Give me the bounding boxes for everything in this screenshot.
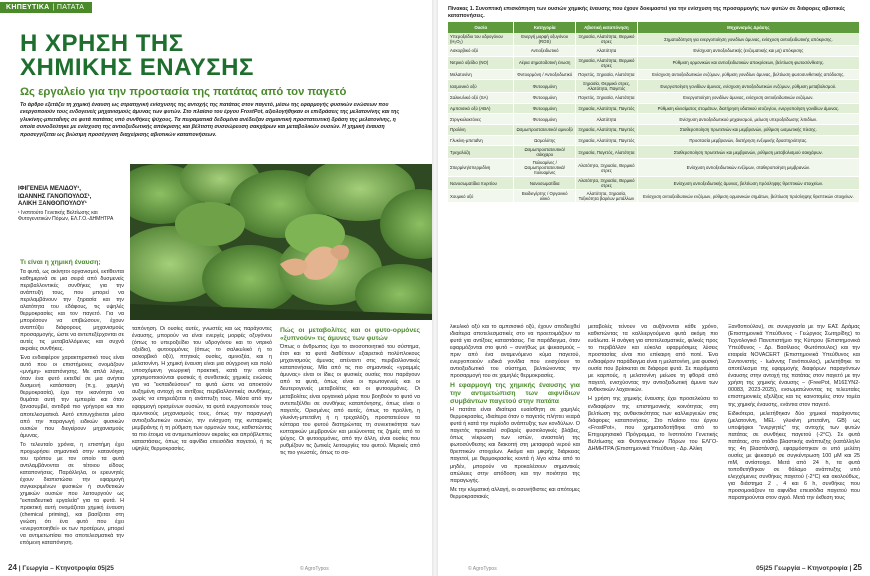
- stress-cell: Ξηρασία, Αλατότητα, Παγετός: [576, 103, 638, 114]
- section-heading: Η εφαρμογή της χημικής έναυσης για την αντιμετώπιση των αιφνίδιων συμβάντων παγετού στην πατάτα: [450, 382, 580, 405]
- stress-cell: Ξηρασία, Παγετός, Αλατότητα: [576, 146, 638, 159]
- category-cell: Νανοσωματίδια: [514, 177, 576, 190]
- table-row: [448, 177, 860, 190]
- table-row: [448, 190, 860, 203]
- body-paragraph: Με την κλιματική αλλαγή, οι ασυνήθιστες και απότομες θερμοκρασιακές: [450, 486, 580, 500]
- author-name: ΙΩΑΝΝΗΣ ΓΑΝΟΠΟΥΛΟΣ¹,: [18, 193, 92, 200]
- mechanism-cell: Ενίσχυση αντιοξειδωτικών ενζύμων, ρύθμιση γονιδίων άμυνας, βελτίωση φωτοσυνθετικής απόδοσης.: [637, 69, 859, 80]
- mechanism-cell: Ενίσχυση αντιοξειδωτικού μηχανισμού, μείωση υπεροξείδωσης λιπιδίων.: [637, 114, 859, 125]
- table-header: Μηχανισμός Δράσης: [637, 22, 859, 33]
- category-cell: Ωσμωπροστατευτικό/ αμινοξύ: [514, 124, 576, 135]
- right-footer: [756, 563, 862, 572]
- category-cell: Φυτοορμόνη / Αντιοξειδωτικό: [514, 69, 576, 80]
- right-page: [438, 0, 870, 576]
- body-column-6: [728, 324, 860, 504]
- footer-logo: © AgroTypos: [468, 566, 497, 572]
- stress-cell: Ξηρασία, Θερμικό στρες, Αλατότητα, Παγετός: [576, 80, 638, 93]
- mechanism-cell: Ενίσχυση αντιοξειδωτικής άμυνας, βελτίωση πρόσληψης θρεπτικών στοιχείων.: [637, 177, 859, 190]
- body-paragraph: Ειδικότερα, μελετήθηκαν δύο χημικοί παράγοντες (μελατονίνη, MEL· γλυκίνη μπεταΐνη, GB) ως υποψήφιοι "ενεργητές" της αντοχής των φυτών πατάτας σε συνθήκες παγετού (-2°C). Σε φυτά πατάτας, στο στάδιο βλαστικής ανάπτυξης (κατάλληλο της 4η βλαστάνση), εφαρμόστηκαν οι υπό μελέτη ουσίες με ψεκασμό σε συγκέντρωση 100 μM και 25 mM, αντίστοιχα. Μετά από 24 h, τα φυτά τοποθετήθηκαν σε θάλαμο ανάπτυξης υπό ελεγχόμενες συνθήκες παγετού (-2°C) και ακολούθως, για διάστημα 2 , 4 και 6 h, συνθήκες που προσομοιάζουν τα αιφνίδια επεισόδια παγετού που παρατηρούνται στον αγρό. Μετά την έκθεση τους: [728, 410, 860, 502]
- substance-cell: Στριγκολακτόνες: [448, 114, 514, 125]
- footer-text: | Γεωργία – Κτηνοτροφία 05|25: [18, 565, 114, 572]
- mechanism-cell: Ενίσχυση αντιοξειδωτικών ενζύμων, ρύθμιση ορμονικών σημάτων, βελτίωση πρόσληψης θρεπτικών στοιχείων.: [637, 190, 859, 203]
- substance-cell: Ιασμονικό οξύ: [448, 80, 514, 93]
- page-number: 25: [853, 563, 862, 572]
- category-cell: Αντιοξειδωτικό: [514, 46, 576, 57]
- stress-cell: Αλατότητα, Ξηρασία, Τοξικότητα βαρέων μετάλλων: [576, 190, 638, 203]
- left-footer: [8, 563, 114, 572]
- section-heading: Τι είναι η χημική έναυση;: [20, 259, 101, 266]
- stress-cell: Ξηρασία, Αλατότητα, Θερμικό στρες: [576, 33, 638, 46]
- category-cell: Ενεργή μορφή οξυγόνου (ROS): [514, 33, 576, 46]
- stress-cell: Αλατότητα: [576, 114, 638, 125]
- footer-logo: © AgroTypos: [300, 566, 329, 572]
- substance-cell: Αμπσισικό οξύ (ABA): [448, 103, 514, 114]
- substance-cell: Τρεχαλόζη: [448, 146, 514, 159]
- body-paragraph: Όπως ο άνθρωπος έχει το ανοσοποιητικό του σύστημα, έτσι και τα φυτά διαθέτουν εξαιρετικά πολύπλοκους μηχανισμούς άμυνας απέναντι στις περιβαλλοντικές καταπονήσεις. Μία από τις πιο σημαντικές «γραμμές άμυνας» είναι οι ίδιες οι φυσικές ουσίες που παράγουν από τα φυτά, όπως είναι οι πρωτογενείς και οι δευτερογενείς μεταβολίτες και οι φυτοορμόνες. Οι μεταβολίτες είναι οργανικά μόρια που βοηθούν το φυτό να αντεπεξέλθει σε συνθήκες καταπόνησης, όπως είναι ο παγετός. Ορισμένες από αυτές, όπως το προλίνη, η γλυκίνη-μπεταΐνη ή η τρεχαλόζη, προστατεύουν τα κύτταρα του φυτού διατηρώντας τη συνεκτικότητα των κυτταρικών μεμβρανών και μειώνοντας τις ζημιές από το ψύχος. Οι φυτοορμόνες, από την άλλη, είναι ουσίες που ρυθμίζουν τις ζωτικές λειτουργίες του φυτού. Μερικές από τις πιο γνωστές, όπως το σα-: [280, 344, 420, 456]
- section-tag-label: ΚΗΠΕΥΤΙΚΑ: [6, 4, 50, 11]
- category-cell: Πολυαμίνες / Ωσμωπροστατευτικά/πολυαμίνες: [514, 159, 576, 177]
- section-tag: [0, 2, 92, 13]
- author-affiliation: ¹ Ινστιτούτο Γενετικής Βελτίωσης και Φυτογενετικών Πόρων, ΕΛ.Γ.Ο.-ΔΗΜΗΤΡΑ: [18, 209, 114, 222]
- table-row: [448, 159, 860, 177]
- title-line-1: Η ΧΡΗΣΗ ΤΗΣ: [20, 30, 184, 57]
- category-cell: Φυτοορμόνη: [514, 93, 576, 104]
- body-column-5: [588, 324, 718, 455]
- table-row: [448, 80, 860, 93]
- table-row: [448, 114, 860, 125]
- table-row: [448, 46, 860, 57]
- mechanism-cell: Σηματοδότηση για ενεργοποίηση γονιδίων άμυνας, ενίσχυση αντιοξειδωτικής απόκρισης.: [637, 33, 859, 46]
- page-number: 24: [8, 563, 17, 572]
- authors-block: [18, 186, 122, 222]
- body-paragraph: Ξανθοπούλου), σε συνεργασία με την ΕΑΣ Δράμας (Επιστημονικά Υπεύθυνος - Γεώργιος Σωτηρίδης) το Τεχνολογικό Πανεπιστήμιο της Κύπρου (Επιστημονικά Υπεύθυνος - Δρ. Βασίλειος Φωτόπουλος) και την εταιρεία NOVACERT (Επιστημονικά Υπεύθυνος και Συντονιστής - Ιωάννης Γανόπουλος), μελετήθηκε το αποτέλεσμα της εφαρμογής διαφόρων παραγόντων έναυσης στην αντοχή της πατάτας στον παγετό με την χρήση της χημικής έναυσης – (FreePot, M16ΣΥΝ2-00083, 2023-2025), ενσωματώνοντας τις τελευταίες επιστημονικές εξελίξεις και τις καινοτομίες στον τομέα της χημικής έναυσης, ενάντια στον παγετό.: [728, 324, 860, 408]
- potato-leaves-illustration: [130, 164, 432, 320]
- body-paragraph: Η πατάτα είναι ιδιαίτερα ευαίσθητη σε χαμηλές θερμοκρασίες, ιδιαίτερα όταν ο παγετός πλήττει νεαρά φυτά ή κατά την περίοδο ανάπτυξης των κονδύλων. Ο παγετός προκαλεί σοβαρές φυσιολογικές βλάβες, όπως νέκρωση των ιστών, αναστολή της φωτοσύνθεσης και διακοπή στη μεταφορά νερού και θρεπτικών στοιχείων. Ακόμα και μικρής διάρκειας παγετοί, με θερμοκρασίες κοντά ή λίγο κάτω από το μηδέν, μπορούν να προκαλέσουν σημαντικές απώλειες στην απόδοση και την ποιότητα της παραγωγής.: [450, 407, 580, 484]
- table-header: Αβιοτική καταπόνηση: [576, 22, 638, 33]
- category-cell: Φυτοορμόνη: [514, 80, 576, 93]
- substance-cell: Σαλικυλικό οξύ (SA): [448, 93, 514, 104]
- mechanism-cell: Ενεργοποίηση γονιδίων άμυνας, ενίσχυση αντιοξειδωτικών ενζύμων.: [637, 93, 859, 104]
- priming-substances-table: [448, 22, 860, 203]
- title-line-2: ΧΗΜΙΚΗΣ ΕΝΑΥΣΗΣ: [20, 54, 254, 81]
- table-header: Κατηγορία: [514, 22, 576, 33]
- article-subtitle: Ως εργαλείο για την προστασία της πατάτας από τον παγετό: [20, 86, 347, 98]
- body-column-4: [450, 324, 580, 503]
- author-name: ΑΛΙΚΗ ΞΑΝΘΟΠΟΥΛΟΥ¹: [18, 201, 87, 207]
- substance-cell: Υπεροξείδιο του υδρογόνου (H₂O₂): [448, 33, 514, 46]
- body-column-2: [132, 326, 272, 455]
- body-paragraph: Ένα ενδιαφέρον χαρακτηριστικό τους είναι αυτό που οι επιστήμονες ονομάζουν «μνήμη» καταπόνησης. Με απλά λόγια, όταν ένα φυτό εκτεθεί σε μια ανήπια δυσμενή κατάσταση (π.χ. χαμηλή θερμοκρασία), έχει την ικανότητα να θυμάται αυτή την εμπειρία και όταν ξανασυμβεί, αντιδρά πιο γρήγορα και πιο αποτελεσματικά. Αυτό επιτυγχάνεται μέσα από την παραγωγή ειδικών φυσικών ουσιών που διεγείρουν μηχανισμούς άμυνας.: [20, 355, 124, 439]
- category-cell: Φυτοορμόνη: [514, 103, 576, 114]
- section-heading: Πώς οι μεταβολίτες και οι φυτο-ορμόνες «ξυπνούν» τις άμυνες των φυτών: [280, 327, 420, 342]
- substance-cell: Νανοσωματίδια πυριτίου: [448, 177, 514, 190]
- table-row: [448, 103, 860, 114]
- substance-cell: Γλυκίνη-μπεταΐνη: [448, 135, 514, 146]
- substance-cell: Χουμικό οξύ: [448, 190, 514, 203]
- stress-cell: Αλατότητα, Ξηρασία, Θερμικό στρες: [576, 159, 638, 177]
- mechanism-cell: Ενίσχυση αντιοξειδωτικής (ενζυματικής και μη) απόκρισης: [637, 46, 859, 57]
- article-lead: Το άρθρο εξετάζει τη χημική έναυση ως στρατηγική ενίσχυσης της αντοχής της πατάτας στον παγετό, μέσω της εφαρμογής φυσικών ενώσεων που ενεργοποιούν τους ενδογενείς μηχανισμούς άμυνας των φυτών. Στο πλαίσιο του έργου FrostPot, αξιολογήθηκαν οι επιδράσεις της μελατονίνης και της γλυκίνης-μπεταΐνης σε φυτά πατάτας υπό συνθήκες ψύχους. Τα πειραματικά δεδομένα ανέδειξαν σημαντική προστατευτική δράση της μελατονίνης, η οποία συνοδεύτηκε με ενίσχυση της αντιοξειδωτικής απόκρισης και βέλτιστη συσσώρευση σακχάρων και μεταβολικών ουσιών. Η χημική έναυση προσεγγίζεται ως βιώσιμη προσέγγιση διαχείρισης αβιοτικών καταπονήσεων.: [20, 102, 400, 138]
- table-header: Ουσία: [448, 22, 514, 33]
- stress-cell: Παγετός, Ξηρασία, Αλατότητα: [576, 69, 638, 80]
- potato-leaves-photo: [130, 164, 432, 320]
- mechanism-cell: Σταθεροποίηση πρωτεϊνών και μεμβρανών, ρύθμιση ωσμωτικής πίεσης.: [637, 124, 859, 135]
- table-row: [448, 135, 860, 146]
- mechanism-cell: Ενίσχυση αντιοξειδωτικών ενζύμων, σταθεροποίηση μεμβρανών.: [637, 159, 859, 177]
- body-paragraph: μεταβολές τείνουν να αυξάνονται κάθε χρόνο, καθιστώντας τα καλλιεργούμενα φυτά ακόμη πιο ευάλωτα. Η ανάγκη για αποτελεσματικές, φιλικές προς το περιβάλλον και εύκολα εφαρμόσιμες λύσεις προστασίας είναι πιο επίκαιρη από ποτέ. Ένα ενδιαφέρον παράδειγμα είναι η μελατονίνη, μια φυσική ουσία που βρίσκεται σε διάφορα φυτά. Σε πειράματα με καρπούς, η μελατονίνη μείωσε τη φθορά από παγετό, ενισχύοντας την αντιοξειδωτική άμυνα των ανθεκτικών λαχανικών.: [588, 324, 718, 394]
- stress-cell: Ξηρασία, Αλατότητα, Παγετός: [576, 124, 638, 135]
- category-cell: Ωσμωπροστατευτικό/σάκχαρο: [514, 146, 576, 159]
- mechanism-cell: Προστασία μεμβρανών, διατήρηση ενζυμικής δραστηριότητας.: [637, 135, 859, 146]
- body-paragraph: Τα φυτά, ως ακίνητοι οργανισμοί, εκτίθενται καθημερινά σε μια σειρά από δυσμενείς περιβαλλοντικές συνθήκες για την ανάπτυξή τους, που μπορεί να περιλαμβάνουν την ξηρασία και την αλατότητα του εδάφους, τις υψηλές θερμοκρασίες και τον παγετό. Για να μπορέσουν να επιβιώσουν, έχουν αναπτύξει διάφορους μηχανισμούς προσαρμογής, ώστε να αντεπεξέρχονται σε αυτές τις μεταβαλλόμενες και συχνά ακραίες συνθήκες.: [20, 268, 124, 353]
- body-column-3: [280, 326, 420, 459]
- stress-cell: Ξηρασία, Αλατότητα, Θερμικό στρες: [576, 56, 638, 69]
- body-paragraph: λικυλικό οξύ και το αμπσισικό οξύ, έχουν αποδειχθεί ιδιαίτερα αποτελεσματικές στο να προετοιμάζουν τα φυτά για αντίξοες καταστάσεις. Για παράδειγμα, όταν εφαρμόζονται στο φυτό – συνήθως με ψεκασμούς – πριν από ένα αναμενόμενο κύμα παγετού, ενεργοποιούν ειδικά γονίδια που ενισχύουν το αντιοξειδωτικό του σύστημα, βελτιώνοντας την προσαρμογή του σε χαμηλές θερμοκρασίες.: [450, 324, 580, 380]
- stress-cell: Ξηρασία, Αλατότητα, Παγετός: [576, 135, 638, 146]
- category-cell: Ωσμολύτης: [514, 135, 576, 146]
- body-paragraph: Η χρήση της χημικής έναυσης έχει προσελκύσει το ενδιαφέρον της επιστημονικής κοινότητας στη βελτίωση της ανθεκτικότητας των καλλιεργειών στις διάφορες καταπονήσεις. Στο πλαίσιο του έργου «FrostPot», που χρηματοδοτήθηκε από το Επιχειρησιακό Πρόγραμμα, το Ινστιτούτο Γενετικής Βελτίωσης και Φυτογενετικών Πόρων του ΕΛΓΟ-ΔΗΜΗΤΡΑ (Επιστημονικά Υπεύθυνη - Δρ. Αλίκη: [588, 396, 718, 452]
- author-name: ΙΦΙΓΕΝΕΙΑ ΜΕΛΙΔΟΥ¹,: [18, 186, 81, 192]
- table-row: [448, 33, 860, 46]
- table-row: [448, 93, 860, 104]
- mechanism-cell: Ρύθμιση κλεισίματος στομάτων, διατήρηση υδατικού ισοζυγίου, ενεργοποίηση γονιδίων άμυνας.: [637, 103, 859, 114]
- category-cell: Αέρια σηματοδοτική ένωση: [514, 56, 576, 69]
- substance-cell: Ασκορβικό οξύ: [448, 46, 514, 57]
- stress-cell: Αλατότητα: [576, 46, 638, 57]
- table-row: [448, 146, 860, 159]
- left-page: [0, 0, 432, 576]
- substance-cell: Μελατονίνη: [448, 69, 514, 80]
- footer-text: 05|25 Γεωργία – Κτηνοτροφία |: [756, 565, 852, 572]
- stress-cell: Αλατότητα, Ξηρασία, Θερμικό στρες: [576, 177, 638, 190]
- article-title: [20, 32, 280, 80]
- table-row: [448, 124, 860, 135]
- category-cell: Βιοδιεγέρτης / Οργανικό υλικό: [514, 190, 576, 203]
- body-paragraph: ταπόνηση. Οι ουσίες αυτές, γνωστές και ως παράγοντες έναυσης, μπορούν να είναι ενεργές μορφές οξυγόνου (όπως το υπεροξείδιο του υδρογόνου και το νιτρικό οξείδιο), φυτοορμόνες (όπως το σαλικυλικό ή το ασκορβικό οξύ), πτητικές ουσίες, αμινοξέα, και η μελατονίνη. Η χημική έναυση είναι μια σύγχρονη και πολύ υποσχόμενη γεωργική πρακτική, κατά την οποία χρησιμοποιούνται φυσικές ή συνθετικές χημικές ενώσεις για να "εκπαιδεύσουν" τα φυτά ώστε να αποκτούν αυξημένη αντοχή σε αντίξοες περιβαλλοντικές συνθήκες, χωρίς να επηρεάζεται η ανάπτυξη τους. Μέσα από την εφαρμογή ορισμένων ουσιών, τα φυτά ενεργοποιούν τους αμυντικούς μηχανισμούς τους, όπως την παραγωγή αντιοξειδωτικών ουσιών, την ενίσχυση της κυτταρικής μεμβράνης ή τη ρύθμιση των ορμονών τους, καθιστώντας τα πιο έτοιμα να αντιμετωπίσουν ακραίες και απρόβλεπτες καταστάσεις, όπως τα αφνίδια επεισόδια παγετού, ή τις υψηλές θερμοκρασίες.: [132, 326, 272, 452]
- table-row: [448, 69, 860, 80]
- substance-cell: Προλίνη: [448, 124, 514, 135]
- table-caption: Πίνακας 1. Συνοπτική επισκόπηση των ουσιών χημικής έναυσης που έχουν δοκιμαστεί για την ενίσχυση της προσαρμογής των φυτών σε διάφορες αβιοτικές καταπονήσεις.: [448, 6, 846, 19]
- section-subtag: | ΠΑΤΑΤΑ: [52, 4, 85, 11]
- stress-cell: Παγετός, Ξηρασία, Αλατότητα: [576, 93, 638, 104]
- table-row: [448, 56, 860, 69]
- body-column-1: [20, 258, 124, 549]
- category-cell: Φυτοορμόνη: [514, 114, 576, 125]
- mechanism-cell: Ενεργοποίηση γονιδίων άμυνας, ενίσχυση αντιοξειδωτικών ενζύμων, ρύθμιση μεταβολισμού.: [637, 80, 859, 93]
- substance-cell: Σπερμίνη/σπερμιδίνη: [448, 159, 514, 177]
- substance-cell: Νιτρικό οξείδιο (NO): [448, 56, 514, 69]
- mechanism-cell: Σταθεροποίηση πρωτεϊνών και μεμβρανών, ρύθμιση μεταβολισμού σακχάρων.: [637, 146, 859, 159]
- mechanism-cell: Ρύθμιση ορμονικών και αντιοξειδωτικών αποκρίσεων, βελτίωση φωτοσύνθεσης.: [637, 56, 859, 69]
- body-paragraph: Το τελευταίο χρόνια, η επιστήμη έχει προχωρήσει σημαντικά στην κατανόηση του τρόπου με τον οποίο τα φυτά αντιλαμβάνονται σε τέτοιου είδους καταπονήσεις. Παράλληλα, οι ερευνητές έχουν διαπιστώσει την εφαρμογή συγκεκριμένων φυσικών ή συνθετικών χημικών ουσιών που λειτουργούν ως "εκπαιδευτικά εργαλεία" για τα φυτά. Η πρακτική αυτή ονομάζεται χημική έναυση (chemical priming), και βασίζεται στη γνώση ότι ένα φυτό που έχει «ενεργοποιηθεί» εκ των προτέρων, μπορεί να αντιμετωπίσει πιο αποτελεσματικά την επόμενη καταπόνηση.: [20, 441, 124, 547]
